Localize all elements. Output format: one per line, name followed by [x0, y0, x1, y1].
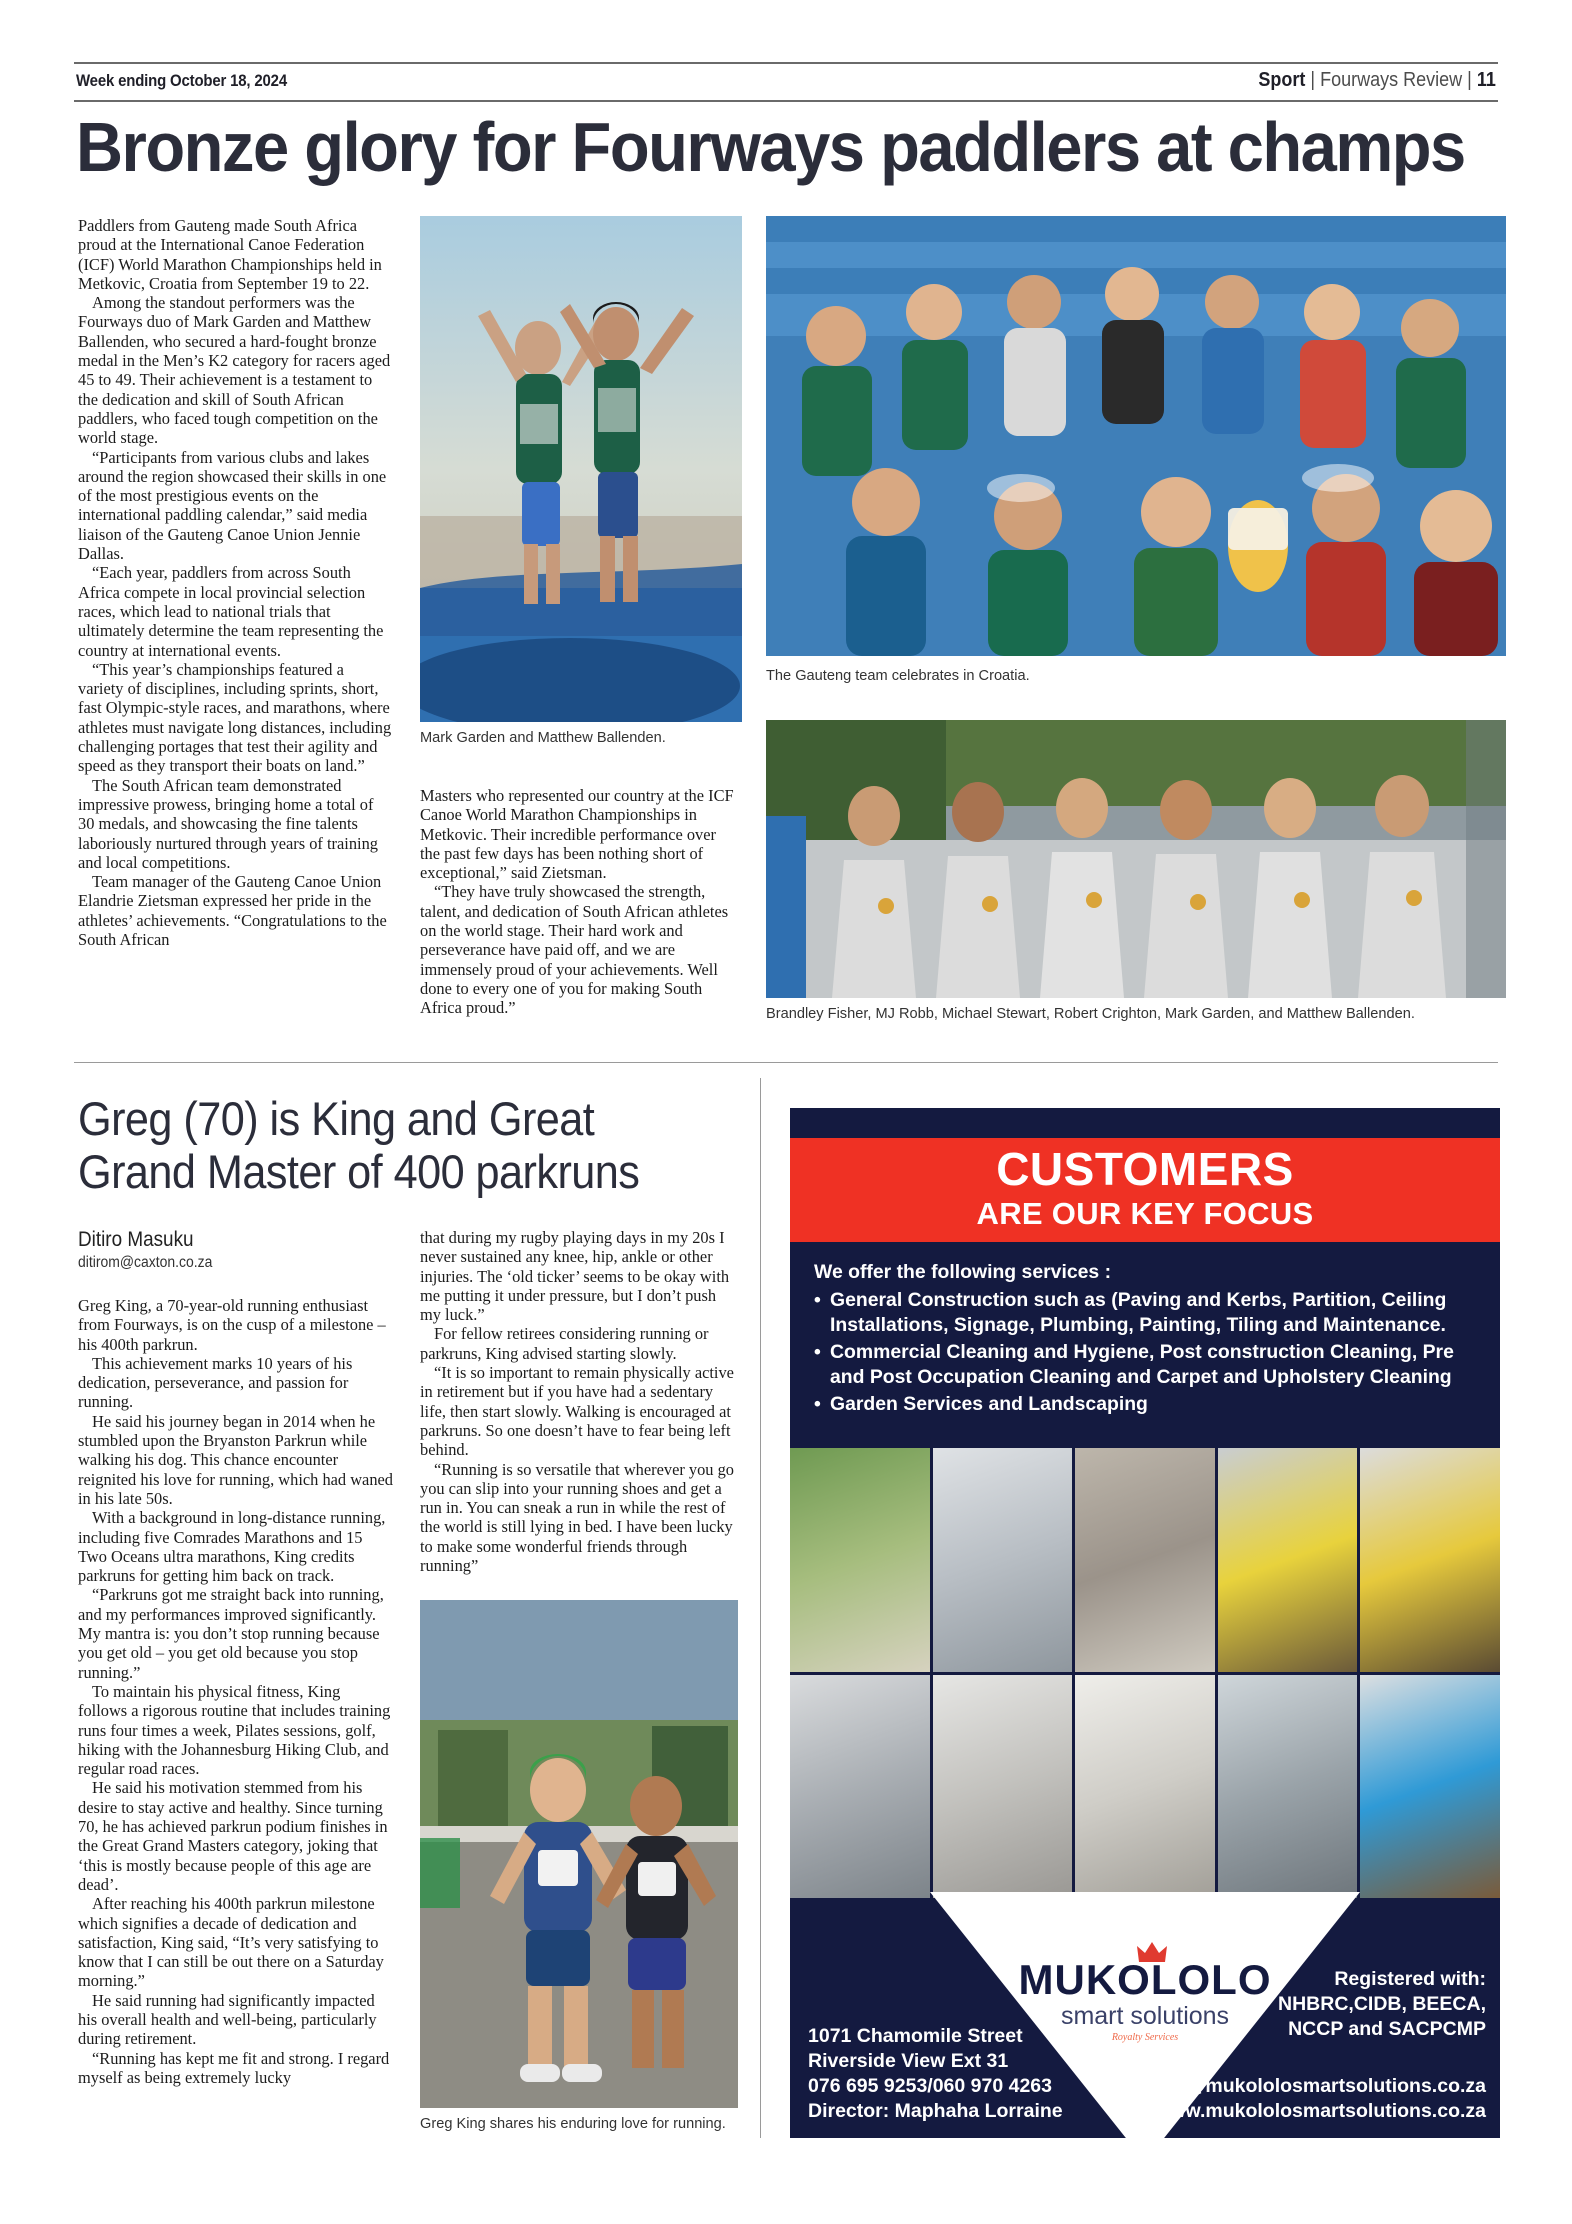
- caption-greg-king: Greg King shares his enduring love for running.: [420, 2116, 726, 2132]
- ad-email[interactable]: lorraine@mukololosmartsolutions.co.za: [1114, 2075, 1486, 2097]
- ad-photo-interior-2: [790, 1675, 930, 1899]
- article1-headline: Bronze glory for Fourways paddlers at champs: [76, 108, 1465, 186]
- masthead-rule-bottom: [74, 100, 1498, 102]
- paragraph: “Running has kept me fit and strong. I regard myself as being extremely lucky: [78, 2048, 390, 2087]
- ad-services-lead: We offer the following services :: [814, 1261, 1112, 1283]
- ad-logo-subtitle: smart solutions: [1060, 2002, 1230, 2030]
- ad-service-item: • Commercial Cleaning and Hygiene, Post construction Cleaning, Pre and Post Occupation Cleaning and Carpet and Upholstery Cleaning: [814, 1340, 1479, 1391]
- paragraph: For fellow retirees considering running or parkruns, King advised starting slowly.: [420, 1324, 709, 1363]
- ad-title-line1: CUSTOMERS: [996, 1143, 1294, 1195]
- photo-paddlers-artwork: [420, 216, 742, 722]
- paragraph: Masters who represented our country at the ICF Canoe World Marathon Championships in Metkovic. Their incredible performance over the past few days has been nothing short of exceptional,” said Zietsman.: [420, 786, 734, 883]
- paragraph: Greg King, a 70-year-old running enthusiast from Fourways, is on the cusp of a milestone – his 400th parkrun.: [78, 1296, 386, 1354]
- separator-2: |: [1467, 69, 1472, 91]
- caption-group: Brandley Fisher, MJ Robb, Michael Stewart, Robert Crighton, Mark Garden, and Matthew Ballenden.: [766, 1006, 1415, 1022]
- ad-website[interactable]: www.mukololosmartsolutions.co.za: [1155, 2100, 1486, 2122]
- ad-director: Director: Maphaha Lorraine: [808, 2100, 1063, 2122]
- ad-photo-helmet-worker: [1360, 1675, 1500, 1899]
- article2-author-email: ditirom@caxton.co.za: [78, 1254, 213, 1271]
- photo-group: [766, 720, 1506, 998]
- ad-footer: [790, 1898, 1500, 2138]
- paragraph: The South African team demonstrated impressive prowess, bringing home a total of 30 medals, and showcasing the fine talents laboriously nurtured through years of training and local competitions.: [78, 775, 378, 872]
- ad-logo-tagline: Royalty Services: [1111, 2032, 1179, 2043]
- publication-name: Fourways Review: [1320, 69, 1463, 91]
- paragraph: Among the standout performers was the Fourways duo of Mark Garden and Matthew Ballenden, who secured a hard-fought bronze medal in the Men’s K2 category for racers aged 45 to 49. Their achievement is a testament to the dedication and skill of South African paddlers, who faced tough competition on the world stage.: [78, 293, 391, 448]
- ad-logo-name: MUKOLOLO: [1018, 1956, 1272, 2003]
- ad-address-line2: Riverside View Ext 31: [808, 2050, 1009, 2072]
- article2-author: Ditiro Masuku: [78, 1228, 194, 1251]
- ad-services-block: [814, 1260, 1479, 1418]
- article2-column-2: [420, 1228, 735, 1575]
- ad-photo-grid: [790, 1448, 1500, 1898]
- masthead-rule-top: [74, 62, 1498, 64]
- ad-photo-cleaner: [1218, 1448, 1358, 1672]
- paragraph: With a background in long-distance running, including five Comrades Marathons and 15 Two Oceans ultra marathons, King credits parkruns for getting him back on track.: [78, 1508, 386, 1586]
- photo-group-artwork: [766, 720, 1506, 998]
- ad-registrations-block: [1278, 1967, 1486, 2042]
- photo-greg-king: [420, 1600, 738, 2108]
- section-divider-horizontal: [74, 1062, 1498, 1063]
- paragraph: “They have truly showcased the strength, talent, and dedication of South African athletes on the world stage. Their hard work and perseverance have paid off, and we are immensely proud of your achievements. Well done to every one of you for making South Africa proud.”: [420, 882, 729, 1018]
- separator-1: |: [1310, 69, 1316, 91]
- paragraph: Team manager of the Gauteng Canoe Union Elandrie Zietsman expressed her pride in the athletes’ achievements. “Congratulations to the South African: [78, 872, 387, 949]
- article1-column-2: [420, 786, 735, 1018]
- ad-services-list: [814, 1288, 1479, 1418]
- ad-title-line2: ARE OUR KEY FOCUS: [976, 1196, 1314, 1231]
- article2-column-1: [78, 1296, 393, 2087]
- paragraph: “This year’s championships featured a variety of disciplines, including sprints, short, fast Olympic-style races, and marathons, where athletes must navigate long distances, including challenging portages that test their agility and speed as they transport their boats on land.”: [78, 659, 392, 776]
- ad-contact-block: [1115, 2074, 1486, 2124]
- ad-registered-line1: NHBRC,CIDB, BEECA,: [1277, 1993, 1486, 2015]
- paragraph: He said his motivation stemmed from his desire to stay active and healthy. Since turning 70, he has achieved parkrun podium finishes in the Great Grand Masters category, joking that ‘this is mostly because people of this age are dead’.: [78, 1778, 388, 1894]
- ad-service-item: • Garden Services and Landscaping: [814, 1392, 1479, 1418]
- paragraph: He said his journey began in 2014 when he stumbled upon the Bryanston Parkrun while walking his dog. This chance encounter reignited his love for running, which had waned in his late 50s.: [78, 1411, 393, 1508]
- paragraph: that during my rugby playing days in my 20s I never sustained any knee, hip, ankle or other injuries. The ‘old ticker’ seems to be okay with me putting it under pressure, but I don’t push my luck.”: [420, 1228, 730, 1325]
- paragraph: “Parkruns got me straight back into running, and my performances improved significantly. My mantra is: you don’t stop running because you get old – you get old because you stop running.”: [78, 1585, 384, 1682]
- issue-date: Week ending October 18, 2024: [76, 71, 287, 90]
- ad-address-block: [808, 2024, 1063, 2124]
- ad-phone[interactable]: 076 695 9253/060 970 4263: [808, 2075, 1052, 2097]
- ad-photo-office: [1218, 1675, 1358, 1899]
- ad-photo-worker-gloves: [1360, 1448, 1500, 1672]
- section-page-indicator: [1259, 69, 1496, 92]
- paragraph: “Participants from various clubs and lakes around the region showcased their skills in one of the most prestigious events on the international paddling calendar,” said media liaison of the Gauteng Canoe Union Jennie Dallas.: [78, 447, 387, 564]
- paragraph: This achievement marks 10 years of his dedication, perseverance, and passion for running.: [78, 1353, 353, 1412]
- photo-greg-king-artwork: [420, 1600, 738, 2108]
- ad-registered-label: Registered with:: [1334, 1968, 1486, 1990]
- ad-photo-ceiling: [933, 1675, 1073, 1899]
- paragraph: To maintain his physical fitness, King follows a rigorous routine that includes training runs four times a week, Pilates sessions, golf, hiking with the Johannesburg Hiking Club, and regular road races.: [78, 1681, 391, 1779]
- photo-paddlers: [420, 216, 742, 722]
- photo-team-artwork: [766, 216, 1506, 656]
- article2-headline: Greg (70) is King and Great Grand Master of 400 parkruns: [78, 1092, 640, 1198]
- section-label: Sport: [1258, 69, 1306, 91]
- caption-team: The Gauteng team celebrates in Croatia.: [766, 668, 1030, 684]
- caption-paddlers: Mark Garden and Matthew Ballenden.: [420, 730, 666, 746]
- photo-team-celebration: [766, 216, 1506, 656]
- ad-photo-interior-1: [933, 1448, 1073, 1672]
- masthead: [74, 62, 1498, 102]
- ad-photo-garden: [790, 1448, 930, 1672]
- paragraph: “Each year, paddlers from across South Africa compete in local provincial selection races, which lead to national trials that ultimately determine the team representing the country at international events.: [78, 563, 384, 660]
- paragraph: “Running is so versatile that wherever you go you can slip into your running shoes and get a run in. You can sneak a run in while the rest of the world is still lying in bed. I have been lucky to make some wonderful friends through running”: [420, 1459, 734, 1576]
- paragraph: He said running had significantly impacted his overall health and well-being, particularly during retirement.: [78, 1990, 377, 2049]
- paragraph: Paddlers from Gauteng made South Africa proud at the International Canoe Federation (ICF) World Marathon Championships held in Metkovic, Croatia from September 19 to 22.: [78, 216, 382, 293]
- paragraph: “It is so important to remain physically active in retirement but if you have had a sedentary life, then start slowly. Walking is encouraged at parkruns. So one doesn’t have to fear being left behind.: [420, 1363, 734, 1460]
- ad-photo-plastering: [1075, 1675, 1215, 1899]
- ad-address-line1: 1071 Chamomile Street: [808, 2025, 1023, 2047]
- ad-service-item: • General Construction such as (Paving and Kerbs, Partition, Ceiling Installations, Signage, Plumbing, Painting, Tiling and Maintenance.: [814, 1288, 1479, 1339]
- article1-column-1: [78, 216, 393, 949]
- advertisement-mukololo[interactable]: [790, 1108, 1500, 2138]
- page-number: 11: [1476, 69, 1496, 91]
- ad-registered-line2: NCCP and SACPCMP: [1288, 2018, 1486, 2040]
- section-divider-vertical: [760, 1078, 761, 2138]
- paragraph: After reaching his 400th parkrun milestone which signifies a decade of dedication and satisfaction, King said, “It’s very satisfying to know that I can still be out there on a Saturday morning.”: [78, 1894, 384, 1991]
- ad-photo-paving: [1075, 1448, 1215, 1672]
